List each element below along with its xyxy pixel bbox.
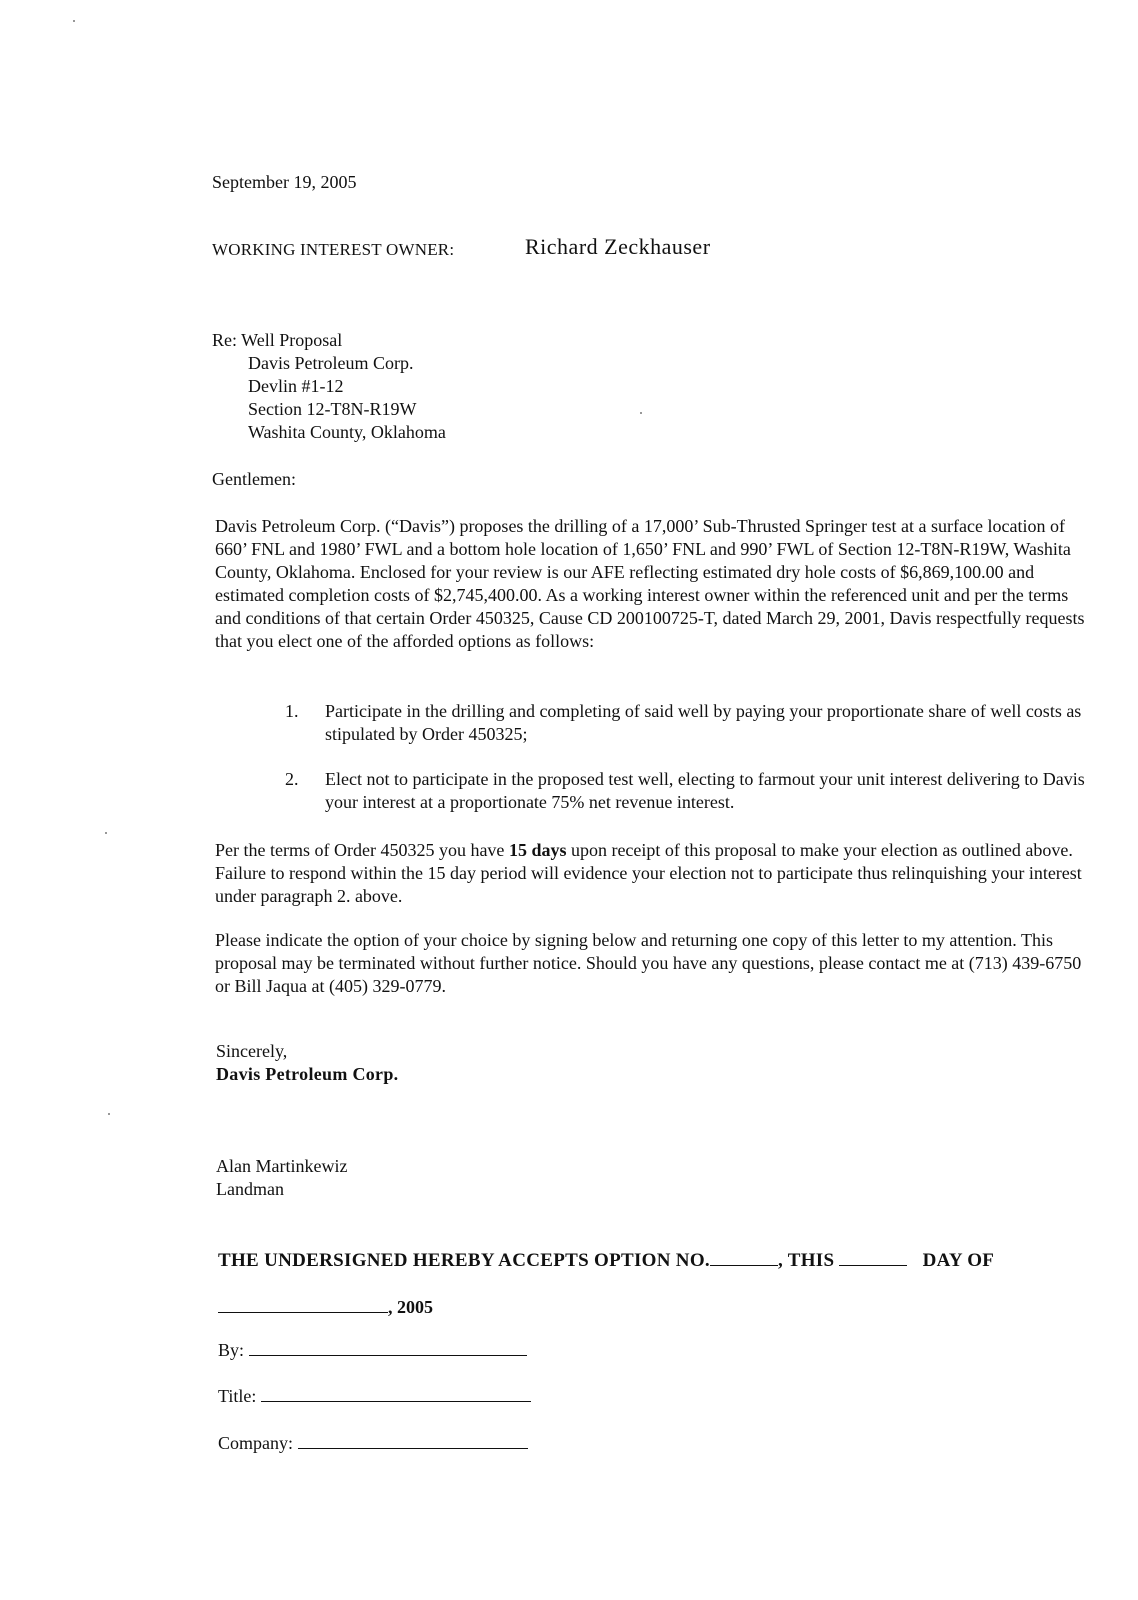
- option-number: 1.: [285, 701, 299, 721]
- month-blank[interactable]: [218, 1298, 388, 1313]
- working-interest-owner-label: WORKING INTEREST OWNER:: [212, 240, 455, 259]
- signer-name: Alan Martinkewiz: [216, 1156, 348, 1176]
- signature-company-row: [218, 1433, 528, 1454]
- scan-speck: [640, 412, 642, 414]
- proposal-paragraph: Davis Petroleum Corp. (“Davis”) proposes the drilling of a 17,000’ Sub-Thrusted Springer test at a surface location of 660’ FNL and 1980’ FWL and a bottom hole location of 1,650’ FNL and 990’ FWL of Section 12-T8N-R19W, Washita County, Oklahoma. Enclosed for your review is our AFE reflecting estimated dry hole costs of $6,869,100.00 and estimated completion costs of $2,745,400.00. As a working interest owner within the referenced unit and per the terms and conditions of that certain Order 450325, Cause CD 200100725-T, dated March 29, 2001, Davis respectfully requests that you elect one of the afforded options as follows:: [215, 516, 1085, 651]
- acceptance-text-3: DAY OF: [922, 1250, 995, 1271]
- acceptance-statement: [218, 1250, 994, 1272]
- company-label: Company:: [218, 1433, 293, 1453]
- day-blank[interactable]: [839, 1251, 907, 1266]
- working-interest-owner-name: Richard Zeckhauser: [525, 234, 711, 259]
- re-line-well: Devlin #1-12: [248, 376, 344, 396]
- re-line-county: Washita County, Oklahoma: [248, 422, 446, 442]
- re-line-section: Section 12-T8N-R19W: [248, 399, 417, 419]
- terms-text-before: Per the terms of Order 450325 you have: [215, 840, 509, 860]
- salutation: Gentlemen:: [212, 469, 296, 489]
- re-block: [212, 329, 446, 444]
- re-line-company: Davis Petroleum Corp.: [248, 353, 414, 373]
- option-1: [285, 700, 1085, 746]
- scan-speck: [105, 832, 107, 834]
- option-number: 2.: [285, 769, 299, 789]
- terms-paragraph: [215, 839, 1085, 908]
- title-signature-line[interactable]: [261, 1387, 531, 1402]
- scan-speck: [73, 20, 75, 22]
- by-label: By:: [218, 1340, 245, 1360]
- acceptance-text-2: , THIS: [777, 1250, 835, 1271]
- signature-by-row: [218, 1340, 527, 1361]
- signer-title: Landman: [216, 1179, 284, 1199]
- re-label: Re: Well Proposal: [212, 330, 343, 350]
- terms-deadline: 15 days: [508, 840, 567, 860]
- year-suffix: , 2005: [388, 1297, 433, 1317]
- option-text: Participate in the drilling and completing of said well by paying your proportionate share of well costs as stipulated by Order 450325;: [325, 701, 1082, 744]
- signature-title-row: [218, 1386, 531, 1407]
- closing: Sincerely,: [216, 1041, 288, 1061]
- acceptance-text-1: THE UNDERSIGNED HEREBY ACCEPTS OPTION NO.: [218, 1250, 710, 1271]
- acceptance-date-line: [218, 1297, 433, 1318]
- option-number-blank[interactable]: [710, 1251, 778, 1266]
- instructions-paragraph: Please indicate the option of your choice by signing below and returning one copy of this letter to my attention. This proposal may be terminated without further notice. Should you have any questions, please contact me at (713) 439-6750 or Bill Jaqua at (405) 329-0779.: [215, 930, 1082, 996]
- company-signature-line[interactable]: [298, 1434, 528, 1449]
- scan-speck: [108, 1113, 110, 1115]
- sender-company: Davis Petroleum Corp.: [216, 1064, 399, 1084]
- by-signature-line[interactable]: [249, 1341, 527, 1356]
- terms-text-after: upon receipt of this proposal to make your election as outlined above. Failure to respond within the 15 day period will evidence your election not to participate thus relinquishing your interest under paragraph 2. above.: [215, 840, 1082, 906]
- letter-date: September 19, 2005: [212, 172, 357, 192]
- title-label: Title:: [218, 1386, 257, 1406]
- option-text: Elect not to participate in the proposed test well, electing to farmout your unit interest delivering to Davis your interest at a proportionate 75% net revenue interest.: [325, 769, 1085, 812]
- option-2: [285, 768, 1085, 814]
